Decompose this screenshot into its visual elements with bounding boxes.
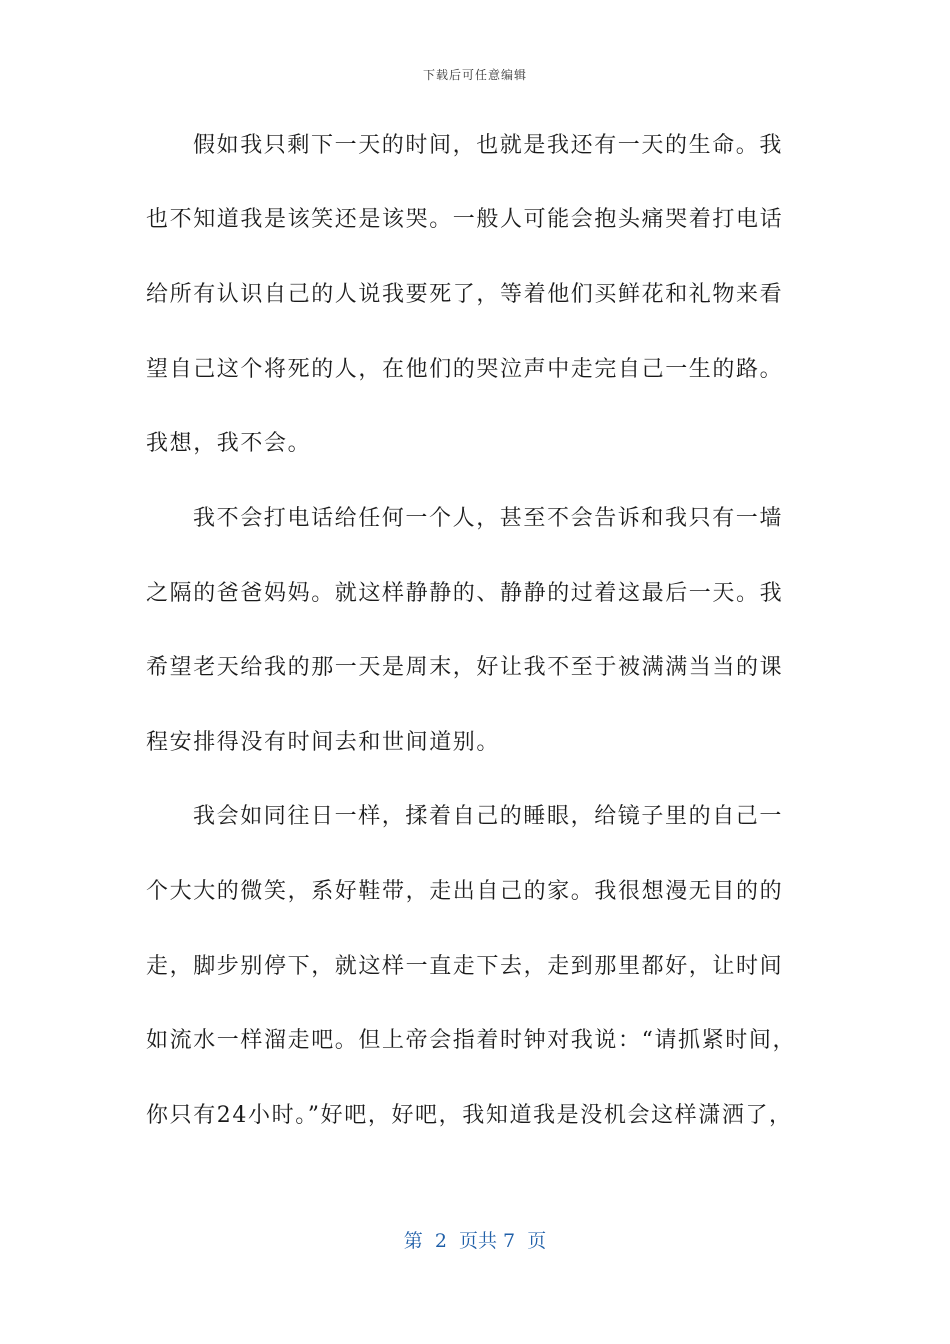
paragraph-line: 假如我只剩下一天的时间，也就是我还有一天的生命。我 (193, 133, 784, 158)
paragraph-line: 我不会打电话给任何一个人，甚至不会告诉和我只有一墙 (193, 506, 784, 531)
paragraph-line: 个大大的微笑，系好鞋带，走出自己的家。我很想漫无目的的 (146, 879, 784, 904)
paragraph-line: 你只有24小时。”好吧，好吧，我知道我是没机会这样潇洒了， (146, 1103, 793, 1128)
page-header: 下载后可任意编辑 (422, 68, 527, 82)
paragraph-line: 程安排得没有时间去和世间道别。 (146, 730, 501, 755)
paragraph-line: 我想，我不会。 (146, 431, 312, 456)
paragraph-line: 如流水一样溜走吧。但上帝会指着时钟对我说：“请抓紧时间， (146, 1028, 797, 1053)
paragraph-line: 我会如同往日一样，揉着自己的睡眼，给镜子里的自己一 (193, 804, 784, 829)
paragraph-line: 希望老天给我的那一天是周末，好让我不至于被满满当当的课 (146, 655, 784, 680)
paragraph-line: 也不知道我是该笑还是该哭。一般人可能会抱头痛哭着打电话 (146, 207, 784, 232)
paragraph-line: 给所有认识自己的人说我要死了，等着他们买鲜花和礼物来看 (146, 282, 784, 307)
paragraph-line: 之隔的爸爸妈妈。就这样静静的、静静的过着这最后一天。我 (146, 581, 784, 606)
paragraph-line: 走，脚步别停下，就这样一直走下去，走到那里都好，让时间 (146, 954, 784, 979)
paragraph-line: 望自己这个将死的人，在他们的哭泣声中走完自己一生的路。 (146, 357, 784, 382)
page-number-footer: 第 2 页共 7 页 (403, 1230, 547, 1252)
